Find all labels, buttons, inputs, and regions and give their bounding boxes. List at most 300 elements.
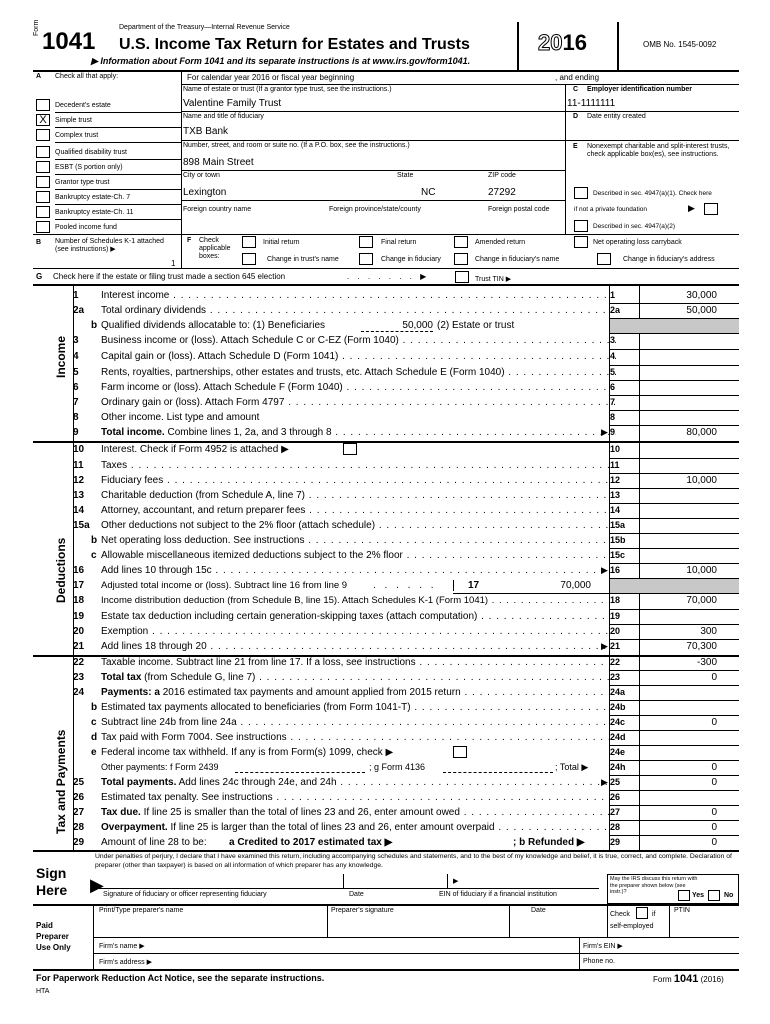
line-amount[interactable]: 0 bbox=[711, 777, 717, 788]
phone-label: Phone no. bbox=[583, 958, 615, 965]
line-ref: 18 bbox=[610, 595, 621, 605]
line-29 bbox=[33, 836, 739, 851]
checkbox-bankruptcy-ch7[interactable] bbox=[36, 191, 50, 203]
line-24h bbox=[33, 761, 739, 776]
line-num: 18 bbox=[73, 595, 85, 606]
line-num: 26 bbox=[73, 792, 85, 803]
fiduciary-ein-label: EIN of fiduciary if a financial institution bbox=[439, 891, 557, 898]
checkbox-grantor-trust[interactable] bbox=[36, 176, 50, 188]
line-num: 25 bbox=[73, 777, 85, 788]
line-ref: 4 bbox=[610, 351, 616, 361]
checkbox-discuss-no[interactable] bbox=[708, 890, 720, 901]
line-ref: 29 bbox=[610, 837, 621, 847]
line-desc-text: If line 25 is larger than the total of lines 23 and 26, enter amount overpaid bbox=[170, 822, 495, 833]
line-13 bbox=[33, 489, 739, 504]
checkbox-form-4952[interactable] bbox=[343, 443, 357, 455]
line-ref: 2a bbox=[610, 305, 621, 315]
date-created-label: Date entity created bbox=[587, 113, 646, 120]
line-num: 13 bbox=[73, 490, 85, 501]
line-desc bbox=[101, 777, 616, 788]
line-num: 15a bbox=[73, 520, 90, 531]
line-ref: 10 bbox=[610, 444, 621, 454]
line-1 bbox=[33, 289, 739, 304]
line-desc: Interest income . . . bbox=[101, 290, 616, 301]
line-desc: Federal income tax withheld. If any is from Form(s) 1099, check ▶ bbox=[101, 747, 394, 758]
line-28 bbox=[33, 821, 739, 836]
ein-field[interactable]: 11-1111111 bbox=[567, 98, 616, 109]
line-amount[interactable]: 80,000 bbox=[686, 427, 717, 438]
label-qualified-disability: Qualified disability trust bbox=[55, 149, 127, 156]
line-desc-bold: Tax due. bbox=[101, 807, 141, 818]
checkbox-4947a1[interactable] bbox=[574, 187, 588, 199]
footer-form-year: (2016) bbox=[700, 975, 724, 984]
line-desc2: ; g Form 4136 bbox=[369, 762, 426, 772]
form-title: U.S. Income Tax Return for Estates and Trusts bbox=[119, 36, 470, 53]
line-desc-bold: Total payments. bbox=[101, 777, 177, 788]
checkbox-discuss-yes[interactable] bbox=[678, 890, 690, 901]
line-num: 14 bbox=[73, 505, 85, 516]
label-esbt: ESBT (S portion only) bbox=[55, 164, 123, 171]
label-4947a1: Described in sec. 4947(a)(1). Check here bbox=[593, 190, 712, 197]
line-desc: Ordinary gain or (loss). Attach Form 4797 . . . bbox=[101, 397, 616, 408]
line-ref: 12 bbox=[610, 475, 621, 485]
label-simple-trust: Simple trust bbox=[55, 117, 92, 124]
label-bankruptcy-ch11: Bankruptcy estate-Ch. 11 bbox=[55, 209, 134, 216]
line-ref: 24b bbox=[610, 702, 626, 712]
section-g-letter: G bbox=[36, 272, 43, 281]
check-label: Check bbox=[610, 911, 630, 918]
line-num: 16 bbox=[73, 565, 85, 576]
checkbox-change-name[interactable] bbox=[242, 253, 256, 265]
line-21 bbox=[33, 640, 739, 655]
line-desc: Estimated tax penalty. See instructions . . . bbox=[101, 792, 616, 803]
line-sub: c bbox=[91, 717, 97, 728]
line-23 bbox=[33, 671, 739, 686]
line-6 bbox=[33, 381, 739, 396]
signature-fiduciary-field[interactable]: Signature of fiduciary or officer representing fiduciary bbox=[103, 891, 267, 898]
line-ref: 23 bbox=[610, 672, 621, 682]
checkbox-645-election[interactable] bbox=[455, 271, 469, 283]
line-desc: Taxable income. Subtract line 21 from line 17. If a loss, see instructions . . . bbox=[101, 657, 616, 668]
checkbox-simple-trust[interactable]: X bbox=[36, 114, 50, 126]
line-desc: Interest. Check if Form 4952 is attached ▶ bbox=[101, 444, 289, 455]
label-final-return: Final return bbox=[381, 239, 417, 246]
line-sub: b bbox=[91, 535, 98, 546]
line-num: 20 bbox=[73, 626, 85, 637]
line-desc: Other income. List type and amount bbox=[101, 412, 260, 423]
line-ref: 20 bbox=[610, 626, 621, 636]
line-8 bbox=[33, 411, 739, 426]
line-num: 21 bbox=[73, 641, 85, 652]
zip-label: ZIP code bbox=[488, 172, 516, 179]
line-desc: Exemption . . . bbox=[101, 626, 616, 637]
line-desc: Total ordinary dividends . . . bbox=[101, 305, 616, 316]
checkbox-form-1099[interactable] bbox=[453, 746, 467, 758]
no-label: No bbox=[724, 892, 734, 899]
line-amount[interactable]: 10,000 bbox=[686, 475, 717, 486]
section-income-label: Income bbox=[54, 335, 68, 378]
section-b-letter: B bbox=[36, 239, 42, 246]
line-2a bbox=[33, 304, 739, 319]
line-ref: 5 bbox=[610, 367, 616, 377]
line-desc: Taxes . . . bbox=[101, 460, 616, 471]
line-ref: 24a bbox=[610, 687, 626, 697]
line-ref: 24d bbox=[610, 732, 626, 742]
line-ref: 22 bbox=[610, 657, 621, 667]
line-num: 11 bbox=[73, 460, 84, 471]
label-initial-return: Initial return bbox=[263, 239, 300, 246]
department-line: Department of the Treasury—Internal Revenue Service bbox=[119, 24, 290, 31]
sign-title: Sign bbox=[36, 865, 67, 881]
sign-date-label: Date bbox=[349, 891, 364, 898]
line-ref: 3 bbox=[610, 335, 616, 345]
line-ref: 15b bbox=[610, 535, 626, 545]
line-num: 3 bbox=[73, 335, 79, 346]
line-num: 12 bbox=[73, 475, 85, 486]
line-desc bbox=[101, 822, 616, 833]
line-ref: 8 bbox=[610, 412, 616, 422]
paid-title: Paid bbox=[36, 921, 53, 930]
line-num: 17 bbox=[73, 580, 85, 591]
line-num: 5 bbox=[73, 367, 79, 378]
line-24e bbox=[33, 746, 739, 761]
checkbox-bankruptcy-ch11[interactable] bbox=[36, 206, 50, 218]
info-line: ▶ Information about Form 1041 and its separate instructions is at www.irs.gov/form1041. bbox=[91, 56, 471, 66]
preparer-name-label: Print/Type preparer's name bbox=[99, 907, 184, 914]
line-ref: 24c bbox=[610, 717, 626, 727]
line-ref: 24e bbox=[610, 747, 626, 757]
line-amount[interactable]: 0 bbox=[711, 807, 717, 818]
line-22 bbox=[33, 656, 739, 671]
label-pooled-income: Pooled income fund bbox=[55, 224, 117, 231]
line-desc: Farm income or (loss). Attach Schedule F (Form 1040) . . . bbox=[101, 382, 616, 393]
checkbox-not-private[interactable] bbox=[704, 203, 718, 215]
line-ref: 11 bbox=[610, 460, 620, 470]
line-desc-bold: Total income. bbox=[101, 427, 165, 438]
line-5 bbox=[33, 366, 739, 381]
form-label: Form bbox=[33, 19, 40, 36]
checkbox-change-fid-addr[interactable] bbox=[597, 253, 611, 265]
line-desc2: (2) Estate or trust bbox=[437, 320, 515, 331]
line-17-dots: . . . . . . bbox=[373, 580, 437, 591]
firm-name-label: Firm's name ▶ bbox=[99, 943, 145, 950]
arrow-icon: ▶ bbox=[601, 777, 608, 787]
fiduciary-field[interactable]: TXB Bank bbox=[183, 126, 229, 137]
checkbox-initial-return[interactable] bbox=[242, 236, 256, 248]
line-ref: 13 bbox=[610, 490, 621, 500]
preparer-title: Preparer bbox=[36, 932, 69, 941]
form-number: 1041 bbox=[42, 28, 96, 55]
form-4136-field[interactable] bbox=[443, 772, 553, 773]
label-change-fiduciary: Change in fiduciary bbox=[381, 256, 441, 263]
arrow-icon: ▶ bbox=[453, 878, 459, 885]
line-ref: 21 bbox=[610, 641, 621, 651]
tax-year-outline: 20 bbox=[538, 30, 563, 55]
label-nol-carryback: Net operating loss carryback bbox=[593, 239, 682, 246]
zip-field[interactable]: 27292 bbox=[488, 187, 516, 198]
line-amount[interactable]: 70,300 bbox=[686, 641, 717, 652]
line-desc: Add lines 18 through 20 . . . bbox=[101, 641, 616, 652]
form-2439-field[interactable] bbox=[235, 772, 365, 773]
line-desc: Estimated tax payments allocated to beneficiaries (from Form 1041-T) . . . bbox=[101, 702, 616, 713]
line-ref: 26 bbox=[610, 792, 621, 802]
line-4 bbox=[33, 350, 739, 365]
label-decedents-estate: Decedent's estate bbox=[55, 102, 111, 109]
line-ref: 24h bbox=[610, 762, 626, 772]
beneficiaries-amount[interactable]: 50,000 bbox=[361, 320, 433, 332]
line-desc bbox=[101, 807, 616, 818]
state-label: State bbox=[397, 172, 414, 179]
line-ref: 15c bbox=[610, 550, 626, 560]
city-field[interactable]: Lexington bbox=[183, 187, 227, 198]
section-tax-payments-label: Tax and Payments bbox=[54, 729, 68, 834]
line-num: 6 bbox=[73, 382, 79, 393]
line-amount[interactable]: 30,000 bbox=[686, 290, 717, 301]
line-ref: 17 bbox=[453, 580, 493, 591]
section-f-letter: F bbox=[187, 237, 192, 244]
line-desc: Estate tax deduction including certain generation-skipping taxes (attach computation) . . . bbox=[101, 611, 616, 622]
line-num: 8 bbox=[73, 412, 79, 423]
omb-number: OMB No. 1545-0092 bbox=[643, 40, 717, 49]
line-amount[interactable]: -300 bbox=[696, 657, 717, 668]
line-9 bbox=[33, 426, 739, 441]
line-ref: 6 bbox=[610, 382, 616, 392]
line-amount[interactable]: 70,000 bbox=[560, 580, 591, 591]
line-desc-bold: Total tax bbox=[101, 672, 142, 683]
line-num: 1 bbox=[73, 290, 79, 301]
checkbox-qualified-disability[interactable] bbox=[36, 146, 50, 158]
preparer-date-label: Date bbox=[531, 907, 546, 914]
checkbox-final-return[interactable] bbox=[359, 236, 373, 248]
state-field[interactable]: NC bbox=[421, 187, 436, 198]
line-num: 4 bbox=[73, 351, 79, 362]
line-desc: Add lines 10 through 15c . . . bbox=[101, 565, 616, 576]
line-num: 7 bbox=[73, 397, 79, 408]
ptin-label: PTIN bbox=[674, 907, 690, 914]
line-3 bbox=[33, 334, 739, 349]
line-desc-text: (from Schedule G, line 7) bbox=[144, 672, 256, 683]
checkbox-change-fiduciary[interactable] bbox=[359, 253, 373, 265]
line-desc: Net operating loss deduction. See instructions . . . bbox=[101, 535, 616, 546]
line-desc-bold: Overpayment. bbox=[101, 822, 168, 833]
checkbox-amended-return[interactable] bbox=[454, 236, 468, 248]
checkbox-esbt[interactable] bbox=[36, 161, 50, 173]
line-amount[interactable]: 300 bbox=[700, 626, 717, 637]
section-e-label: Nonexempt charitable and split-interest trusts, check applicable box(es), see instructions. bbox=[587, 143, 730, 158]
line-desc-text: 2016 estimated tax payments and amount applied from 2015 return bbox=[162, 687, 461, 698]
line-num: 27 bbox=[73, 807, 85, 818]
line-desc: Qualified dividends allocatable to: (1) Beneficiaries bbox=[101, 320, 326, 331]
line-desc3: ; Total ▶ bbox=[555, 762, 589, 772]
line-desc: Allowable miscellaneous itemized deductions subject to the 2% floor . . . bbox=[101, 550, 616, 561]
line-18 bbox=[33, 594, 739, 609]
credited-label: a Credited to 2017 estimated tax ▶ bbox=[229, 837, 393, 848]
k1-count-field[interactable]: 1 bbox=[171, 259, 176, 268]
label-not-private: if not a private foundation bbox=[574, 206, 647, 213]
line-amount[interactable]: 10,000 bbox=[686, 565, 717, 576]
refunded-label: ; b Refunded ▶ bbox=[513, 837, 585, 848]
line-amount[interactable]: 70,000 bbox=[686, 595, 717, 606]
footer-form bbox=[653, 973, 724, 985]
tax-year bbox=[538, 30, 587, 56]
section-d-letter: D bbox=[573, 113, 579, 120]
line-sub: b bbox=[91, 320, 98, 331]
section-e-letter: E bbox=[573, 143, 578, 150]
line-desc: Tax paid with Form 7004. See instructions . . . bbox=[101, 732, 616, 743]
line-num: 24 bbox=[73, 687, 85, 698]
line-11 bbox=[33, 459, 739, 474]
label-change-fid-name: Change in fiduciary's name bbox=[475, 256, 560, 263]
line-sub: c bbox=[91, 550, 97, 561]
line-num: 2a bbox=[73, 305, 85, 316]
line-amount[interactable]: 50,000 bbox=[686, 305, 717, 316]
line-desc-bold: Payments: a bbox=[101, 687, 160, 698]
line-27 bbox=[33, 806, 739, 821]
yes-label: Yes bbox=[692, 892, 705, 899]
trust-tin-label: Trust TIN ▶ bbox=[475, 276, 512, 283]
section-f-label: Check applicable boxes: bbox=[199, 237, 231, 260]
line-num: 23 bbox=[73, 672, 85, 683]
line-15c bbox=[33, 549, 739, 564]
arrow-icon: ▶ bbox=[688, 203, 695, 213]
label-change-fid-addr: Change in fiduciary's address bbox=[623, 256, 715, 263]
checkbox-complex-trust[interactable] bbox=[36, 129, 50, 141]
arrow-icon: ▶ bbox=[601, 565, 608, 575]
line-desc: Business income or (loss). Attach Schedule C or C-EZ (Form 1040) . . . bbox=[101, 335, 616, 346]
sign-bracket: ▶ bbox=[90, 875, 104, 895]
paperwork-notice: For Paperwork Reduction Act Notice, see the separate instructions. bbox=[36, 973, 325, 983]
fiduciary-label: Name and title of fiduciary bbox=[183, 113, 264, 120]
line-16 bbox=[33, 564, 739, 579]
line-desc: Amount of line 28 to be: bbox=[101, 837, 207, 848]
checkbox-4947a2[interactable] bbox=[574, 220, 588, 232]
line-desc bbox=[101, 427, 616, 438]
line-desc bbox=[101, 687, 616, 698]
line-24b bbox=[33, 701, 739, 716]
line-num: 10 bbox=[73, 444, 85, 455]
irs-discuss-box bbox=[607, 874, 739, 904]
irs-discuss-label: May the IRS discuss this return with the preparer shown below (see instr.)? bbox=[610, 876, 698, 895]
foreign-province-label: Foreign province/state/county bbox=[329, 206, 421, 213]
checkbox-decedents-estate[interactable] bbox=[36, 99, 50, 111]
line-num: 28 bbox=[73, 822, 85, 833]
line-desc-text: Combine lines 1, 2a, and 3 through 8 bbox=[167, 427, 332, 438]
line-ref: 15a bbox=[610, 520, 626, 530]
hta-label: HTA bbox=[36, 988, 50, 995]
label-change-name: Change in trust's name bbox=[267, 256, 339, 263]
line-desc: Other payments: f Form 2439 bbox=[101, 762, 219, 772]
firm-address-label: Firm's address ▶ bbox=[99, 959, 153, 966]
city-label: City or town bbox=[183, 172, 220, 179]
line-17 bbox=[33, 579, 739, 594]
line-desc: Fiduciary fees . . . bbox=[101, 475, 616, 486]
line-24c bbox=[33, 716, 739, 731]
line-num: 22 bbox=[73, 657, 85, 668]
line-ref: 28 bbox=[610, 822, 621, 832]
line-num: 9 bbox=[73, 427, 79, 438]
section-g-dots: . . . . . . . ▶ bbox=[347, 272, 430, 281]
section-b-label: Number of Schedules K-1 attached (see instructions) ▶ bbox=[55, 238, 164, 253]
foreign-country-label: Foreign country name bbox=[183, 206, 252, 213]
arrow-icon: ▶ bbox=[601, 641, 608, 651]
arrow-icon: ▶ bbox=[601, 427, 608, 437]
foreign-postal-label: Foreign postal code bbox=[488, 206, 550, 213]
line-25 bbox=[33, 776, 739, 791]
line-15b bbox=[33, 534, 739, 549]
line-2b bbox=[33, 319, 739, 334]
line-24a bbox=[33, 686, 739, 701]
line-desc-text: Add lines 24c through 24e, and 24h bbox=[178, 777, 337, 788]
checkbox-pooled-income[interactable] bbox=[36, 221, 50, 233]
line-26 bbox=[33, 791, 739, 806]
line-ref: 16 bbox=[610, 565, 621, 575]
here-title: Here bbox=[36, 882, 68, 898]
label-grantor-trust: Grantor type trust bbox=[55, 179, 110, 186]
street-field[interactable]: 898 Main Street bbox=[183, 157, 254, 168]
line-ref: 7 bbox=[610, 397, 616, 407]
self-employed-label: self-employed bbox=[610, 923, 654, 930]
line-amount[interactable]: 0 bbox=[711, 837, 717, 848]
use-only-title: Use Only bbox=[36, 943, 71, 952]
line-ref: 9 bbox=[610, 427, 616, 437]
line-amount[interactable]: 0 bbox=[711, 717, 717, 728]
label-complex-trust: Complex trust bbox=[55, 132, 99, 139]
line-ref: 25 bbox=[610, 777, 621, 787]
form-1041 bbox=[33, 19, 739, 1012]
section-c-letter: C bbox=[573, 86, 579, 93]
line-amount[interactable]: 0 bbox=[711, 672, 717, 683]
section-a-letter: A bbox=[36, 73, 42, 80]
firm-ein-label: Firm's EIN ▶ bbox=[583, 943, 623, 950]
name-of-estate-label: Name of estate or trust (If a grantor type trust, see the instructions.) bbox=[183, 86, 392, 93]
line-amount[interactable]: 0 bbox=[711, 762, 717, 773]
tax-year-bold: 16 bbox=[562, 30, 587, 55]
footer-form-word: Form bbox=[653, 975, 672, 984]
if-label: if bbox=[652, 911, 656, 918]
line-desc: Attorney, accountant, and return preparer fees . . . bbox=[101, 505, 616, 516]
line-desc: Subtract line 24b from line 24a . . . bbox=[101, 717, 616, 728]
line-amount[interactable]: 0 bbox=[711, 822, 717, 833]
line-desc bbox=[101, 672, 616, 683]
checkbox-change-fid-name[interactable] bbox=[454, 253, 468, 265]
preparer-signature-label: Preparer's signature bbox=[331, 907, 394, 914]
line-sub: b bbox=[91, 702, 98, 713]
label-amended-return: Amended return bbox=[475, 239, 526, 246]
line-10 bbox=[33, 443, 739, 458]
checkbox-self-employed[interactable] bbox=[636, 907, 648, 919]
label-4947a2: Described in sec. 4947(a)(2) bbox=[593, 223, 676, 230]
line-desc: Adjusted total income or (loss). Subtract line 16 from line 9 bbox=[101, 580, 348, 591]
line-sub: e bbox=[91, 747, 97, 758]
line-20 bbox=[33, 625, 739, 640]
label-bankruptcy-ch7: Bankruptcy estate-Ch. 7 bbox=[55, 194, 131, 201]
footer-form-number: 1041 bbox=[673, 973, 699, 985]
line-desc: Capital gain or (loss). Attach Schedule D (Form 1041) . . . bbox=[101, 351, 616, 362]
ein-label: Employer identification number bbox=[587, 86, 693, 93]
line-ref: 14 bbox=[610, 505, 621, 515]
line-7 bbox=[33, 396, 739, 411]
line-desc: Other deductions not subject to the 2% floor (attach schedule) . . . bbox=[101, 520, 616, 531]
line-24d bbox=[33, 731, 739, 746]
estate-name-field[interactable]: Valentine Family Trust bbox=[183, 98, 282, 109]
line-ref: 27 bbox=[610, 807, 621, 817]
checkbox-nol-carryback[interactable] bbox=[574, 236, 588, 248]
line-num: 29 bbox=[73, 837, 85, 848]
perjury-statement: Under penalties of perjury, I declare that I have examined this return, including accompanying schedules and statements, and to the best of my knowledge and belief, it is true, correct, and complete. Declaration of preparer (other than taxpayer) is based on all information of which preparer has any knowledge. bbox=[95, 853, 732, 869]
street-label: Number, street, and room or suite no. (If a P.O. box, see the instructions.) bbox=[183, 142, 410, 149]
section-a-label: Check all that apply: bbox=[55, 73, 119, 80]
line-desc: Income distribution deduction (from Schedule B, line 15). Attach Schedules K-1 (Form 1041) . . . bbox=[101, 595, 616, 606]
